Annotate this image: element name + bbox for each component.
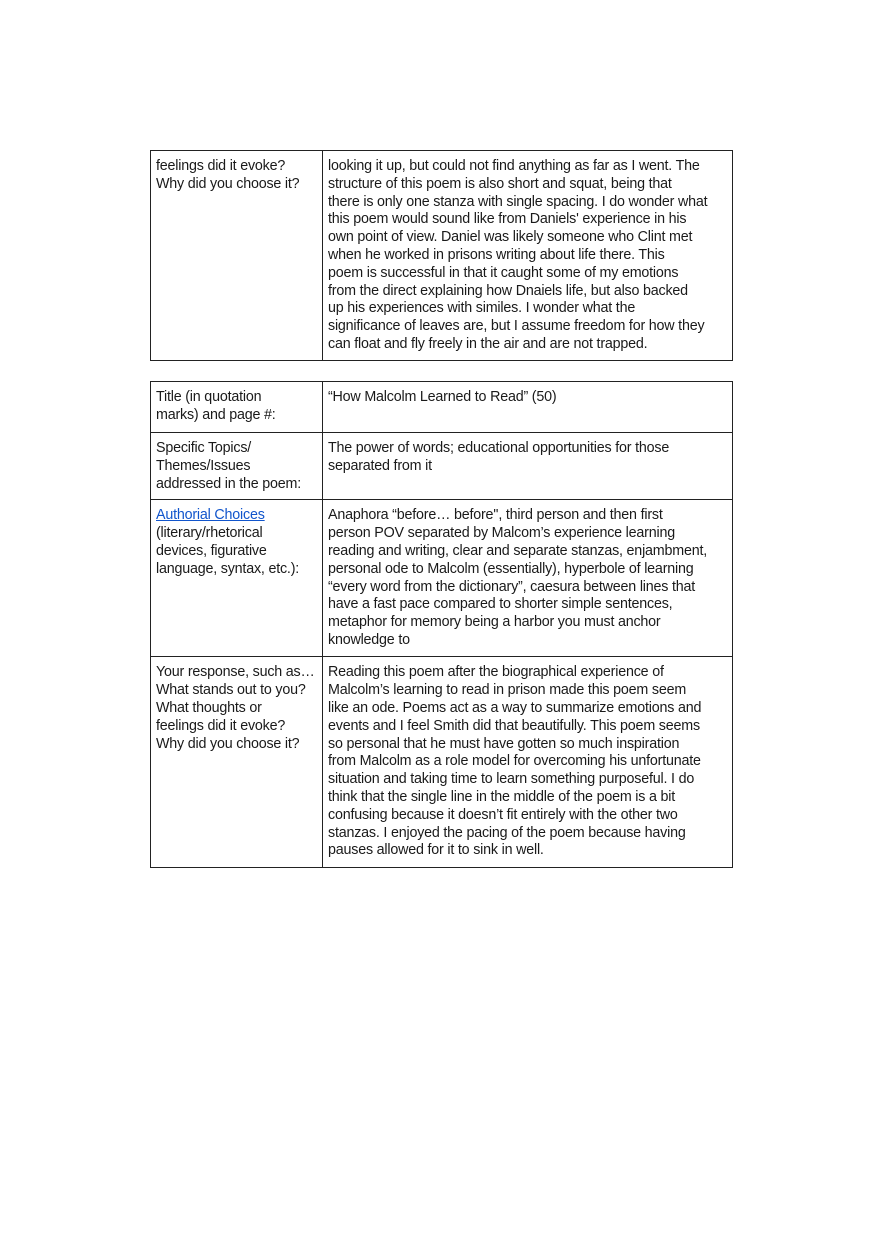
table-row-response [151,657,733,868]
poem-table-malcolm [150,381,733,868]
row-value: looking it up, but could not find anything as far as I went. The structure of this poem is also short and squat, being that there is only one stanza with single spacing. I do wonder what this poem would sound like from Daniels' experience in his own point of view. Daniel was likely someone who Clint met when he worked in prisons writing about life there. This poem is successful in that it caught some of my emotions from the direct explaining how Dnaiels life, but also backed up his experiences with similes. I wonder what the significance of leaves are, but I assume freedom for how they can float and fly freely in the air and are not trapped. [323,151,733,361]
row-label [151,500,323,657]
row-value: “How Malcolm Learned to Read” (50) [323,382,733,433]
table-row-response [151,151,733,361]
row-label: feelings did it evoke? Why did you choose it? [151,151,323,361]
table-row-title [151,382,733,433]
row-value: Anaphora “before… before'', third person and then first person POV separated by Malcom’s experience learning reading and writing, clear and separate stanzas, enjambment, personal ode to Malcolm (essentially), hyperbole of learning “every word from the dictionary”, caesura between lines that have a fast pace compared to shorter simple sentences, metaphor for memory being a harbor you must anchor knowledge to [323,500,733,657]
row-label: Your response, such as… What stands out to you? What thoughts or feelings did it evoke? Why did you choose it? [151,657,323,868]
row-value: The power of words; educational opportunities for those separated from it [323,433,733,500]
row-label: Specific Topics/ Themes/Issues addressed in the poem: [151,433,323,500]
table-row-topics [151,433,733,500]
table-row-authorial-choices [151,500,733,657]
row-value: Reading this poem after the biographical experience of Malcolm’s learning to read in prison made this poem seem like an ode. Poems act as a way to summarize emotions and events and I feel Smith did that beautifully. This poem seems so personal that he must have gotten so much inspiration from Malcolm as a role model for overcoming his unfortunate situation and taking time to learn something purposeful. I do think that the single line in the middle of the poem is a bit confusing because it doesn’t fit entirely with the other two stanzas. I enjoyed the pacing of the poem because having pauses allowed for it to sink in well. [323,657,733,868]
row-label-text: (literary/rhetorical devices, figurative language, syntax, etc.): [156,525,300,577]
row-label: Title (in quotation marks) and page #: [151,382,323,433]
authorial-choices-link[interactable]: Authorial Choices [156,507,265,524]
poem-table-continued [150,150,733,361]
